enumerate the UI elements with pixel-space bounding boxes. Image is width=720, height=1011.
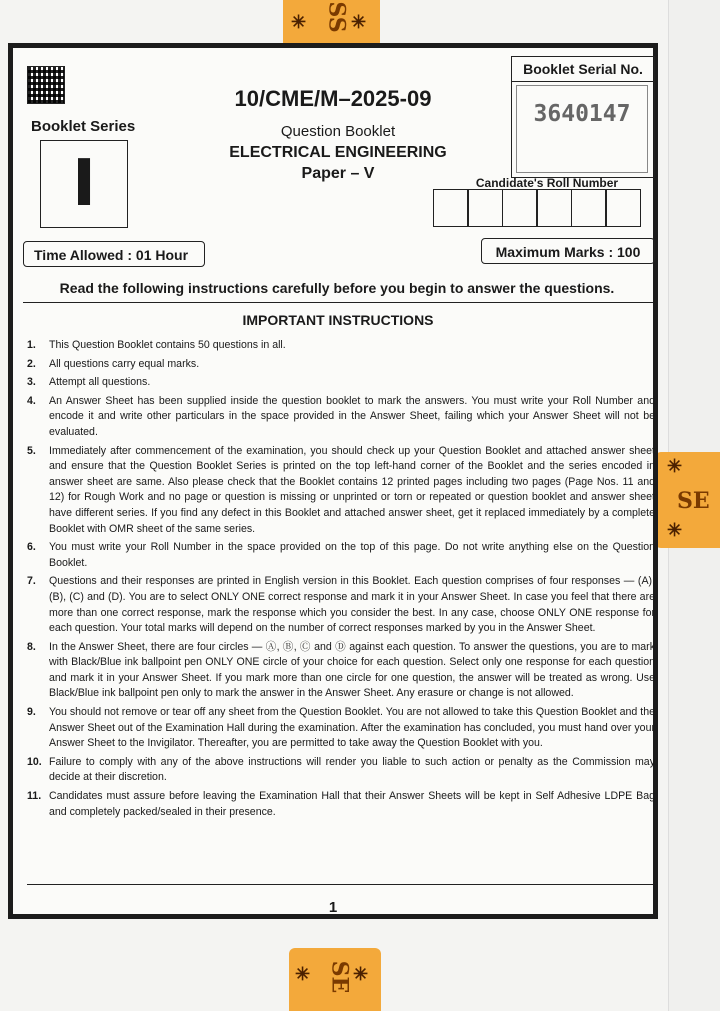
serial-number-box — [511, 56, 655, 178]
divider — [27, 884, 653, 885]
asterisk-icon: ✳ — [353, 964, 369, 985]
maximum-marks: Maximum Marks : 100 — [481, 238, 655, 264]
roll-digit-box[interactable] — [605, 189, 641, 227]
asterisk-icon: ✳ — [295, 964, 311, 985]
qr-code-icon — [27, 66, 65, 104]
list-item: 2. All questions carry equal marks. — [27, 357, 200, 370]
roll-number-label: Candidate's Roll Number — [475, 176, 619, 190]
divider — [23, 302, 653, 303]
serial-label: Booklet Serial No. — [512, 57, 654, 82]
page-number: 1 — [328, 899, 338, 916]
seal-text: SS — [323, 1, 350, 33]
subject-title: ELECTRICAL ENGINEERING — [229, 144, 447, 161]
serial-value: 3640147 — [516, 85, 648, 173]
list-item: 8. In the Answer Sheet, there are four circles — Ⓐ, Ⓑ, Ⓒ and Ⓓ against each question. To answer the questions, you are to mark with Black/Blue ink ballpoint pen ONLY ONE circle of your choice for each question. Select only one response for each question and mark it in your Answer Sheet. If you mark more than one circle for one question, the answer will be treated as wrong. Use Black/Blue ink ballpoint pen only to mark the answer in the Answer Sheet. Any erasure or change is not allowed. — [27, 640, 655, 700]
roll-number-boxes — [434, 189, 641, 227]
seal-text: SE — [326, 960, 353, 994]
asterisk-icon: ✳ — [291, 12, 307, 33]
list-item: 3. Attempt all questions. — [27, 376, 151, 389]
read-instructions-notice: Read the following instructions carefully before you begin to answer the questions. — [59, 280, 615, 296]
asterisk-icon: ✳ — [351, 12, 367, 33]
instructions-list — [27, 338, 655, 823]
seal-sticker-right — [655, 452, 720, 548]
list-item: 1. This Question Booklet contains 50 questions in all. — [27, 339, 286, 351]
seal-text: SE — [677, 488, 710, 514]
asterisk-icon: ✳ — [667, 520, 683, 541]
roll-digit-box[interactable] — [536, 189, 572, 227]
list-item: 7. Questions and their responses are printed in English version in this Booklet. Each question comprises of four responses — (A), (B), (C) and (D). You are to select ONLY ONE correct response and mark it in your Answer Sheet. In case you feel that there are more than one correct response, mark the response which you consider the best. In any case, choose ONLY ONE response for each question. Your total marks will depend on the number of correct responses marked by you in the Answer Sheet. — [27, 575, 655, 635]
booklet-series-value: I — [40, 140, 128, 228]
booklet-type: Question Booklet — [280, 123, 396, 140]
instructions-title: IMPORTANT INSTRUCTIONS — [242, 312, 434, 328]
list-item: 5. Immediately after commencement of the examination, you should check up your Question Booklet and attached answer sheet and ensure that the Question Booklet Series is printed on the top left-hand corner of the Booklet and the series encoded in answer sheet are same. Also please check that the Booklet contains 12 printed pages including two pages (Page Nos. 11 and 12) for Rough Work and no page or question is missing or unprinted or torn or repeated or question booklet and answer sheet have different series. If you find any defect in this Booklet and attached answer sheet, get it replaced immediately by a complete Booklet with OMR sheet of the same series. — [27, 444, 655, 535]
paper-number: Paper – V — [301, 165, 375, 182]
roll-digit-box[interactable] — [433, 189, 469, 227]
roll-digit-box[interactable] — [502, 189, 538, 227]
roll-digit-box[interactable] — [571, 189, 607, 227]
list-item: 10. Failure to comply with any of the above instructions will render you liable to such action or penalty as the Commission may decide at their discretion. — [27, 755, 655, 784]
seal-sticker-bottom — [289, 948, 381, 1011]
booklet-cover — [8, 43, 658, 919]
time-allowed: Time Allowed : 01 Hour — [23, 241, 205, 267]
booklet-series-label: Booklet Series — [31, 118, 136, 135]
seal-sticker-top — [283, 0, 380, 48]
asterisk-icon: ✳ — [667, 456, 683, 477]
list-item: 4. An Answer Sheet has been supplied inside the question booklet to mark the answers. You must write your Roll Number and encode it and write other particulars in the space provided in the Answer Sheet, failing which your Answer Sheet will not be evaluated. — [27, 394, 655, 438]
roll-digit-box[interactable] — [467, 189, 503, 227]
list-item: 11. Candidates must assure before leaving the Examination Hall that their Answer Sheets will be kept in Self Adhesive LDPE Bag and completely packed/sealed in their presence. — [27, 790, 655, 818]
exam-code: 10/CME/M–2025-09 — [234, 86, 432, 111]
list-item: 6. You must write your Roll Number in the space provided on the top of this page. Do not write anything else on the Question Booklet. — [27, 541, 655, 569]
list-item: 9. You should not remove or tear off any sheet from the Question Booklet. You are not allowed to take this Question Booklet and the Answer Sheet out of the Examination Hall during the examination. After the examination has concluded, you must hand over your Answer Sheet to the Invigilator. Thereafter, you are permitted to take away the Question Booklet with you. — [27, 706, 655, 750]
